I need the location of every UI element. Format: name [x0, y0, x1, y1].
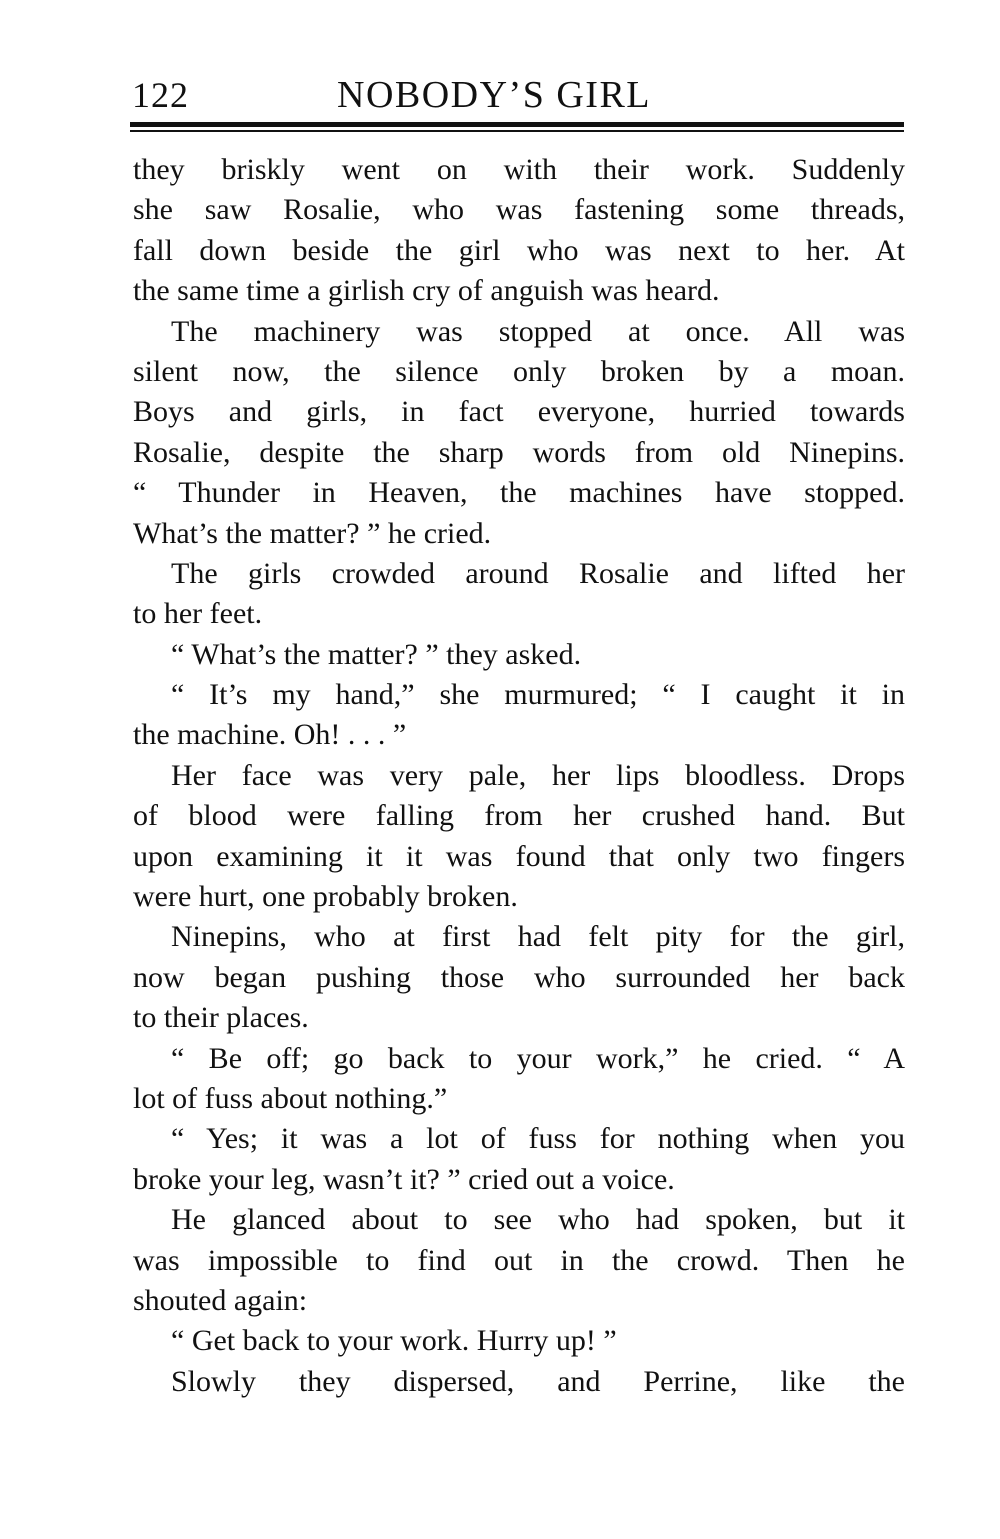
text-line: to their places. [133, 1001, 309, 1035]
text-line: silent now, the silence only broken by a moan. [133, 354, 905, 388]
text-line: of blood were falling from her crushed hand. But [133, 799, 905, 833]
text-line: Slowly they dispersed, and Perrine, like the [171, 1364, 905, 1398]
text-line: Boys and girls, in fact everyone, hurried towards [133, 395, 905, 429]
text-line: “ Get back to your work. Hurry up! ” [171, 1324, 617, 1358]
text-line: Her face was very pale, her lips bloodless. Drops [171, 758, 905, 792]
body-text [133, 150, 905, 1402]
header-rule-thick [130, 122, 904, 127]
text-line: upon examining it it was found that only two fingers [133, 839, 905, 873]
running-title: NOBODY’S GIRL [337, 74, 651, 116]
text-line: lot of fuss about nothing.” [133, 1081, 448, 1115]
text-line: “ It’s my hand,” she murmured; “ I caught it in [171, 678, 905, 712]
text-line: What’s the matter? ” he cried. [133, 516, 492, 550]
text-line: they briskly went on with their work. Suddenly [133, 153, 905, 186]
text-line: Ninepins, who at first had felt pity for the girl, [171, 920, 905, 954]
text-line: fall down beside the girl who was next to her. At [133, 233, 905, 267]
text-line: was impossible to find out in the crowd. Then he [133, 1243, 905, 1277]
text-line: shouted again: [133, 1283, 308, 1317]
text-line: “ Yes; it was a lot of fuss for nothing when you [171, 1122, 905, 1156]
text-line: The machinery was stopped at once. All was [171, 314, 905, 348]
text-line: “ Be off; go back to your work,” he cried. “ A [171, 1041, 905, 1075]
text-line: broke your leg, wasn’t it? ” cried out a voice. [133, 1162, 675, 1196]
text-line: were hurt, one probably broken. [133, 880, 518, 914]
text-line: He glanced about to see who had spoken, but it [171, 1203, 905, 1237]
text-line: now began pushing those who surrounded her back [133, 960, 905, 994]
text-line: to her feet. [133, 597, 263, 631]
page-number: 122 [132, 75, 189, 115]
text-line: the same time a girlish cry of anguish was heard. [133, 274, 720, 308]
text-line: Rosalie, despite the sharp words from old Ninepins. [133, 435, 905, 469]
text-line: she saw Rosalie, who was fastening some threads, [133, 193, 905, 227]
text-line: “ Thunder in Heaven, the machines have stopped. [133, 476, 905, 510]
text-line: “ What’s the matter? ” they asked. [171, 637, 582, 671]
page-header [132, 72, 902, 122]
header-rule-thin [130, 130, 904, 132]
text-line: The girls crowded around Rosalie and lifted her [171, 556, 905, 590]
text-line: the machine. Oh! . . . ” [133, 718, 407, 752]
